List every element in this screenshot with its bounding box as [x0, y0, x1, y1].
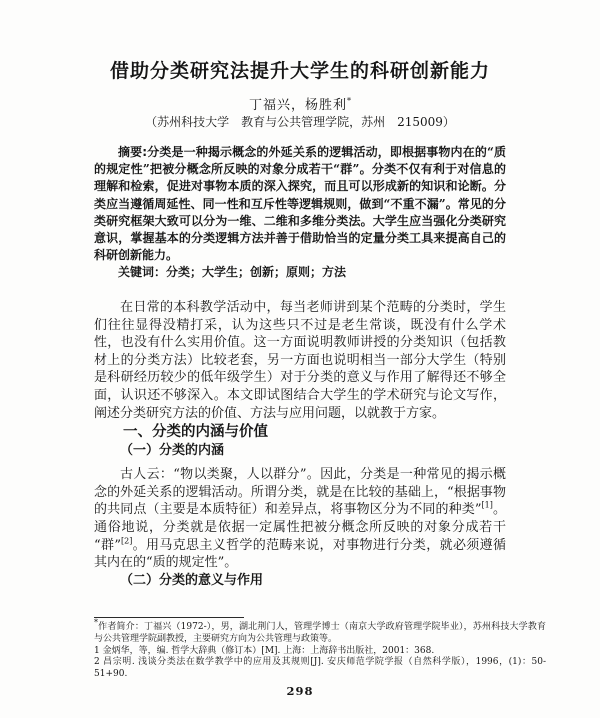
abstract-text: 分类是一种揭示概念的外延关系的逻辑活动，即根据事物内在的“质的规定性”把被分概念所反映的对象分成若干“群”。分类不仅有利于对信息的理解和检索，促进对事物本质的深入探究，而且可以形成新的知识和论断。分类应当遵循周延性、同一性和互斥性等逻辑规则，做到“不重不漏”。常见的分类研究框架大致可以分为一维、二维和多维分类法。大学生应当强化分类研究意识，掌握基本的分类逻辑方法并善于借助恰当的定量分类工具来提高自己的科研创新能力。: [94, 145, 506, 263]
abstract-label: 摘要:: [118, 145, 148, 159]
subsection-1-2-heading: （二）分类的意义与作用: [120, 572, 264, 588]
footnote-block: [94, 617, 546, 681]
author-bio-footnote: [94, 618, 546, 646]
paper-title: 借助分类研究法提升大学生的科研创新能力: [109, 60, 490, 82]
page-number: 298: [286, 684, 314, 698]
keywords-text: 分类；大学生；创新；原则；方法: [166, 265, 347, 280]
affiliation-line: （苏州科技大学 教育与公共管理学院，苏州 215009）: [145, 115, 455, 129]
subsection-1-1-heading: （一）分类的内涵: [120, 443, 225, 459]
abstract-block: [94, 144, 506, 282]
footnote-separator-rule: [94, 617, 244, 618]
footnote-asterisk: *: [94, 618, 98, 627]
subsection-1-1-paragraph: [94, 466, 506, 572]
abstract-paragraph: [94, 144, 506, 264]
keywords-line: [94, 264, 506, 281]
authors-names: 丁福兴，杨胜利: [248, 98, 347, 113]
body-text: [94, 299, 506, 590]
author-bio-text: 作者简介：丁福兴（1972-），男，湖北荆门人，管理学博士（南京大学政府管理学院毕业），苏州科技大学教育与公共管理学院副教授，主要研究方向为公共管理与政策等。: [94, 622, 546, 644]
citation-ref-1: [1]: [481, 501, 493, 511]
paragraph-text-part-1: 古人云：“物以类聚，人以群分”。因此，分类是一种常见的揭示概念的外延关系的逻辑活动。所谓分类，就是在比较的基础上，“根据事物的共同点（主要是本质特征）和差异点，将事物区分为不同的种类”: [94, 467, 506, 518]
paragraph-text-part-2: 。通俗地说，分类就是依据一定属性把被分概念所反映的对象分成若干“群”: [94, 502, 506, 553]
reference-2: 2 昌宗明. 浅谈分类法在数学教学中的应用及其规则[J]. 安庆师范学院学报（自然科学版），1996，(1)：50-51+90.: [94, 657, 546, 680]
authors-footnote-marker: *: [347, 96, 351, 106]
citation-ref-2: [2]: [120, 536, 133, 546]
intro-paragraph: 在日常的本科教学活动中，每当老师讲到某个范畴的分类时，学生们往往显得没精打采，认为这些只不过是老生常谈，既没有什么学术性，也没有什么实用价值。这一方面说明教师讲授的分类知识（包括教材上的分类方法）比较老套，另一方面也说明相当一部分大学生（特别是科研经历较少的低年级学生）对于分类的意义与作用了解得还不够全面，认识还不够深入。本文即试图结合大学生的学术研究与论文写作，阐述分类研究方法的价值、方法与应用问题，以就教于方家。: [94, 300, 506, 421]
authors-line: [0, 94, 600, 113]
reference-1: 1 金炳华，等，编. 哲学大辞典（修订本）[M]. 上海：上海辞书出版社，2001：368.: [94, 645, 435, 656]
paragraph-text-part-3: 。用马克思主义哲学的范畴来说，对事物进行分类，就必须遵循其内在的“质的规定性”。: [94, 537, 506, 571]
section-1-heading: 一、分类的内涵与价值: [123, 424, 268, 441]
keywords-label: 关键词：: [118, 265, 167, 280]
